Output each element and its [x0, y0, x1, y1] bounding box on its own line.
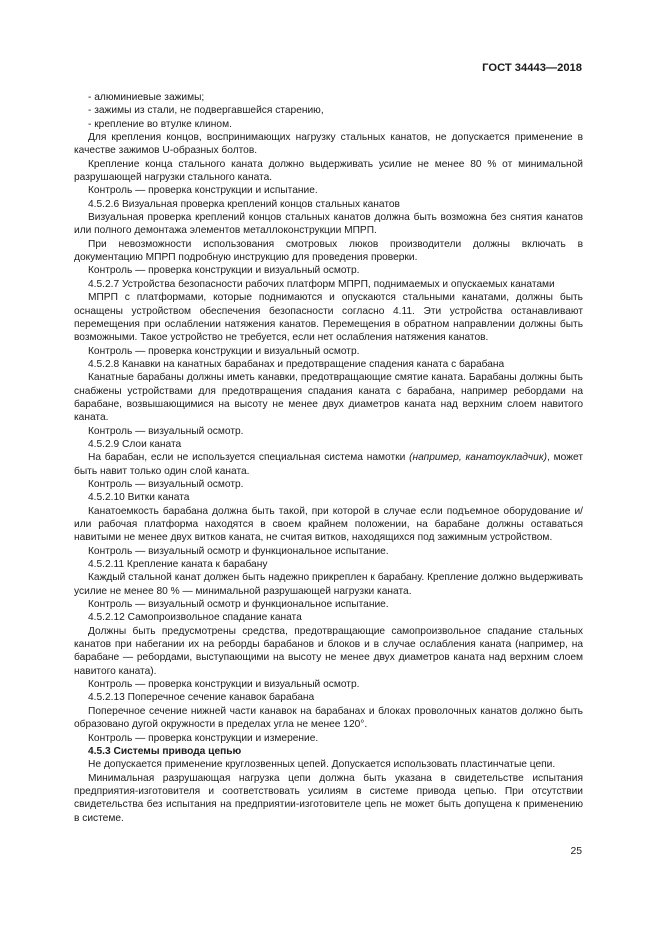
paragraph — [74, 611, 583, 624]
paragraph-text: Контроль — проверка конструкции и визуальный осмотр. — [88, 345, 360, 357]
paragraph — [74, 478, 583, 491]
paragraph — [74, 691, 583, 704]
paragraph — [74, 758, 583, 771]
paragraph-text: Контроль — визуальный осмотр и функциональное испытание. — [88, 545, 389, 557]
paragraph-text: Контроль — проверка конструкции и испытание. — [88, 185, 318, 197]
paragraph — [74, 598, 583, 611]
paragraph — [74, 505, 583, 545]
paragraph-text: 4.5.2.10 Витки каната — [88, 492, 190, 504]
paragraph — [74, 545, 583, 558]
paragraph — [74, 131, 583, 158]
paragraph-text: Крепление конца стального каната должно выдерживать усилие не менее 80 % от минимальной разрушающей нагрузки стального каната. — [74, 158, 583, 184]
paragraph — [74, 371, 583, 424]
paragraph — [74, 345, 583, 358]
document-body — [74, 91, 583, 825]
paragraph-text: Контроль — проверка конструкции и визуальный осмотр. — [88, 679, 360, 691]
paragraph-text: 4.5.2.13 Поперечное сечение канавок барабана — [88, 692, 315, 704]
paragraph-text: При невозможности использования смотровых люков производители должны включать в документацию МПРП подробную инструкцию для проведения проверки. — [74, 238, 583, 264]
paragraph — [74, 358, 583, 371]
paragraph-text: Контроль — визуальный осмотр. — [88, 478, 244, 490]
paragraph — [74, 772, 583, 825]
paragraph-text: МПРП с платформами, которые поднимаются и опускаются стальными канатами, должны быть оснащены устройством обеспечения безопасности согласно 4.11. Эти устройства останавливают перемещения при ослаблении натяжения канатов. Перемещения в обратном направлении должны быть возможными. Такое устройство не требуется, если нет ослабления натяжения канатов. — [74, 292, 583, 344]
paragraph — [74, 291, 583, 344]
paragraph — [74, 705, 583, 732]
italic-example: (например, канатоукладчик) — [409, 452, 548, 464]
paragraph-text: Не допускается применение круглозвенных цепей. Допускается использовать пластинчатые цепи. — [88, 759, 556, 771]
paragraph-text: 4.5.2.6 Визуальная проверка креплений концов стальных канатов — [88, 198, 400, 210]
paragraph-text: Каждый стальной канат должен быть надежно прикреплен к барабану. Крепление должно выдерживать усилие не менее 80 % — минимальной разрушающей нагрузки каната. — [74, 572, 583, 597]
page-number: 25 — [570, 846, 582, 857]
paragraph-text: Контроль — визуальный осмотр. — [88, 425, 244, 437]
paragraph-text: Контроль — проверка конструкции и визуальный осмотр. — [88, 265, 360, 277]
paragraph-text: Канатные барабаны должны иметь канавки, предотвращающие смятие каната. Барабаны должны быть снабжены устройствами для предотвращения спадания каната с барабана, например ребордами на барабане, возвышающимися на высоту не менее двух диаметров каната над верхним слоем навитого каната. — [74, 372, 583, 424]
paragraph-text: Для крепления концов, воспринимающих нагрузку стальных канатов, не допускается применение в качестве зажимов U-образных болтов. — [74, 132, 583, 157]
paragraph-text: Минимальная разрушающая нагрузка цепи должна быть указана в свидетельстве испытания предприятия-изготовителя и соответствовать усилиям в системе привода цепью. При отсутствии свидетельства без испытания на предприятии-изготовителе цепь не может быть допущена к применению в системе. — [74, 772, 583, 824]
paragraph — [74, 451, 583, 478]
paragraph — [74, 558, 583, 571]
paragraph — [74, 264, 583, 277]
paragraph-text: Поперечное сечение нижней части канавок на барабанах и блоках проволочных канатов должно быть образовано дугой окружности в пределах угла не менее 120°. — [74, 705, 583, 731]
paragraph — [74, 91, 583, 104]
document-code: ГОСТ 34443—2018 — [482, 62, 582, 74]
paragraph-text: Контроль — проверка конструкции и измерение. — [88, 732, 319, 744]
paragraph — [74, 184, 583, 197]
paragraph-text: - крепление во втулке клином. — [88, 118, 232, 130]
paragraph-text: Канатоемкость барабана должна быть такой, при которой в случае если подъемное оборудование и/или рабочая платформа находятся в своем крайнем положении, на барабане должны оставаться навитыми не менее двух витков каната, не считая витков, находящихся под зажимным устройством. — [74, 505, 583, 544]
paragraph-text: 4.5.2.7 Устройства безопасности рабочих платформ МПРП, поднимаемых и опускаемых канатами — [88, 278, 555, 290]
paragraph — [74, 745, 583, 758]
paragraph — [74, 198, 583, 211]
paragraph-text: 4.5.2.12 Самопроизвольное спадание каната — [88, 612, 302, 624]
paragraph — [74, 732, 583, 745]
paragraph-text: Должны быть предусмотрены средства, предотвращающие самопроизвольное спадание стальных канатов при набегании их на реборды барабанов и блоков и в случае ослабления каната (например, на барабане — ребордами, выступающими на высоту не менее двух диаметров каната над верхним слоем навитого каната). — [74, 625, 583, 677]
paragraph-text: Визуальная проверка креплений концов стальных канатов должна быть возможна без снятия канатов или полного демонтажа элементов металлоконструкции МПРП. — [74, 212, 583, 237]
paragraph — [74, 678, 583, 691]
paragraph-text: 4.5.2.11 Крепление каната к барабану — [88, 559, 268, 571]
paragraph — [74, 425, 583, 438]
paragraph-text: - алюминиевые зажимы; — [88, 92, 205, 103]
paragraph — [74, 625, 583, 678]
paragraph — [74, 158, 583, 185]
paragraph — [74, 238, 583, 265]
paragraph-text: - зажимы из стали, не подвергавшейся старению, — [88, 105, 324, 117]
paragraph — [74, 438, 583, 451]
paragraph — [74, 491, 583, 504]
paragraph-tail: , может быть навит только один слой каната. — [74, 452, 583, 477]
paragraph-text: 4.5.2.8 Канавки на канатных барабанах и предотвращение спадения каната с барабана — [88, 358, 505, 370]
paragraph-text: 4.5.3 Системы привода цепью — [88, 745, 242, 757]
paragraph-text: На барабан, если не используется специальная система намотки — [88, 452, 406, 464]
paragraph — [74, 104, 583, 117]
paragraph-text: Контроль — визуальный осмотр и функциональное испытание. — [88, 599, 389, 611]
paragraph-text: 4.5.2.9 Слои каната — [88, 438, 182, 450]
paragraph — [74, 278, 583, 291]
paragraph — [74, 571, 583, 598]
paragraph — [74, 118, 583, 131]
paragraph — [74, 211, 583, 238]
